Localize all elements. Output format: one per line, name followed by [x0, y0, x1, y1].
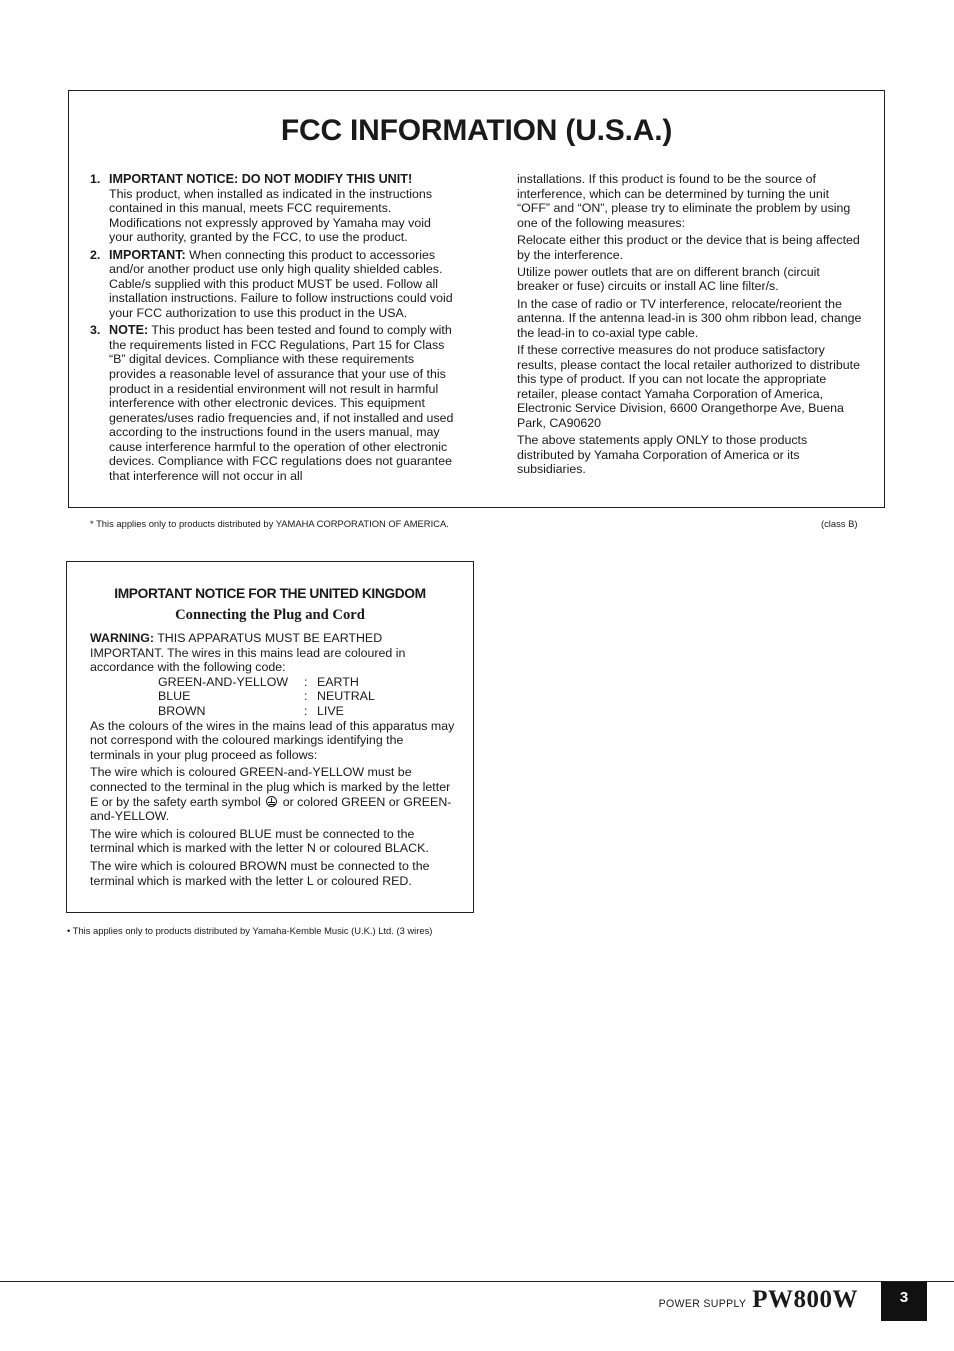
- uk-paragraph-brown: The wire which is coloured BROWN must be connected to the terminal which is marked with the letter L or coloured RED.: [90, 858, 430, 888]
- wire-separator: :: [304, 703, 308, 718]
- uk-warning: [90, 631, 455, 646]
- fcc-item-2: [89, 248, 455, 321]
- fcc-right-column: [517, 172, 865, 479]
- uk-subtitle: Connecting the Plug and Cord: [175, 607, 365, 623]
- wire-row: [158, 689, 455, 704]
- fcc-paragraph: Relocate either this product or the device that is being affected by the interference.: [517, 232, 860, 262]
- footer-rule: [0, 1281, 954, 1282]
- item-heading: IMPORTANT NOTICE: DO NOT MODIFY THIS UNIT!: [109, 172, 413, 186]
- warning-label: WARNING:: [90, 631, 155, 645]
- uk-body: [90, 631, 455, 891]
- page-number: 3: [881, 1282, 927, 1321]
- green-text-a: The wire which is coloured GREEN-and-YELLOW must be connected to the terminal in the plug which is marked by the letter E or by the safety earth symbol: [90, 765, 451, 809]
- item-heading: NOTE:: [109, 323, 149, 338]
- fcc-paragraph: installations. If this product is found to be the source of interference, which can be determined by turning the unit “OFF” and “ON”, please try to eliminate the problem by using one of the following measures:: [517, 172, 851, 230]
- wire-code-table: [158, 675, 455, 719]
- warning-text: THIS APPARATUS MUST BE EARTHED: [154, 631, 383, 645]
- wire-color: GREEN-AND-YELLOW: [158, 674, 289, 689]
- uk-paragraph-colours: As the colours of the wires in the mains lead of this apparatus may not correspond with the coloured markings identifying the terminals in your plug proceed as follows:: [90, 718, 455, 762]
- uk-paragraph-green: [90, 765, 455, 823]
- wire-color: BROWN: [158, 703, 206, 718]
- fcc-left-column: [89, 172, 455, 486]
- safety-earth-icon: [266, 796, 277, 807]
- wire-meaning: EARTH: [317, 674, 359, 689]
- uk-paragraph-blue: The wire which is coloured BLUE must be connected to the terminal which is marked with the letter N or coloured BLACK.: [90, 826, 429, 856]
- wire-meaning: NEUTRAL: [317, 689, 375, 704]
- footer-product: [659, 1286, 858, 1314]
- uk-title: IMPORTANT NOTICE FOR THE UNITED KINGDOM: [114, 586, 426, 601]
- wire-row: [158, 704, 455, 719]
- wire-color: BLUE: [158, 689, 191, 704]
- fcc-paragraph: If these corrective measures do not produce satisfactory results, please contact the local retailer authorized to distribute this type of product. If you can not locate the appropriate retailer, please contact Yamaha Corporation of America, Electronic Service Division, 6600 Orangethorpe Ave, Buena Park, CA90620: [517, 342, 860, 430]
- fcc-title: FCC INFORMATION (U.S.A.): [280, 114, 673, 147]
- fcc-class-note: (class B): [821, 518, 858, 529]
- item-text: When connecting this product to accessories and/or another product use only high quality shielded cables. Cable/s supplied with this product MUST be used. Follow all installation instructions. Failure to follow instructions could void your FCC authorization to use this product in the USA.: [109, 247, 453, 320]
- uk-notice-box: [66, 561, 474, 913]
- item-number: 3.: [90, 323, 101, 338]
- green-text-b: or colored GREEN or GREEN-and-YELLOW.: [90, 794, 452, 824]
- wire-separator: :: [304, 689, 308, 704]
- wire-meaning: LIVE: [317, 703, 344, 718]
- fcc-information-box: [68, 90, 885, 508]
- item-text: This product, when installed as indicated in the instructions contained in this manual, meets FCC requirements. Modifications not expressly approved by Yamaha may void your authority, granted by the FCC, to use the product.: [109, 186, 433, 245]
- item-text: This product has been tested and found to comply with the requirements listed in FCC Regulations, Part 15 for Class “B” digital devices. Compliance with these requirements provides a reasonable level of assurance that your use of this product in a residential environment will not result in harmful interference with other electronic devices. This equipment generates/uses radio frequencies and, if not installed and used according to the instructions found in the users manual, may cause interference harmful to the operation of other electronic devices. Compliance with FCC regulations does not guarantee that interference will not occur in all: [109, 323, 454, 484]
- item-number: 1.: [90, 172, 101, 186]
- wire-row: [158, 675, 455, 690]
- wire-separator: :: [304, 674, 308, 689]
- item-heading: IMPORTANT:: [109, 247, 186, 262]
- model-name: PW800W: [752, 1286, 858, 1313]
- fcc-footnote: * This applies only to products distributed by YAMAHA CORPORATION OF AMERICA.: [90, 518, 449, 529]
- fcc-item-1: [89, 172, 455, 245]
- product-type: POWER SUPPLY: [658, 1298, 747, 1310]
- fcc-paragraph: In the case of radio or TV interference, relocate/reorient the antenna. If the antenna lead-in is 300 ohm ribbon lead, change the lead-in to co-axial type cable.: [517, 296, 862, 340]
- fcc-paragraph: Utilize power outlets that are on different branch (circuit breaker or fuse) circuits or install AC line filter/s.: [517, 264, 820, 294]
- fcc-paragraph: The above statements apply ONLY to those products distributed by Yamaha Corporation of America or its subsidiaries.: [517, 433, 808, 477]
- fcc-item-3: [89, 323, 455, 484]
- uk-footnote: • This applies only to products distributed by Yamaha-Kemble Music (U.K.) Ltd. (3 wires): [67, 925, 433, 936]
- uk-important: IMPORTANT. The wires in this mains lead are coloured in accordance with the following code:: [90, 645, 406, 675]
- item-number: 2.: [90, 247, 101, 262]
